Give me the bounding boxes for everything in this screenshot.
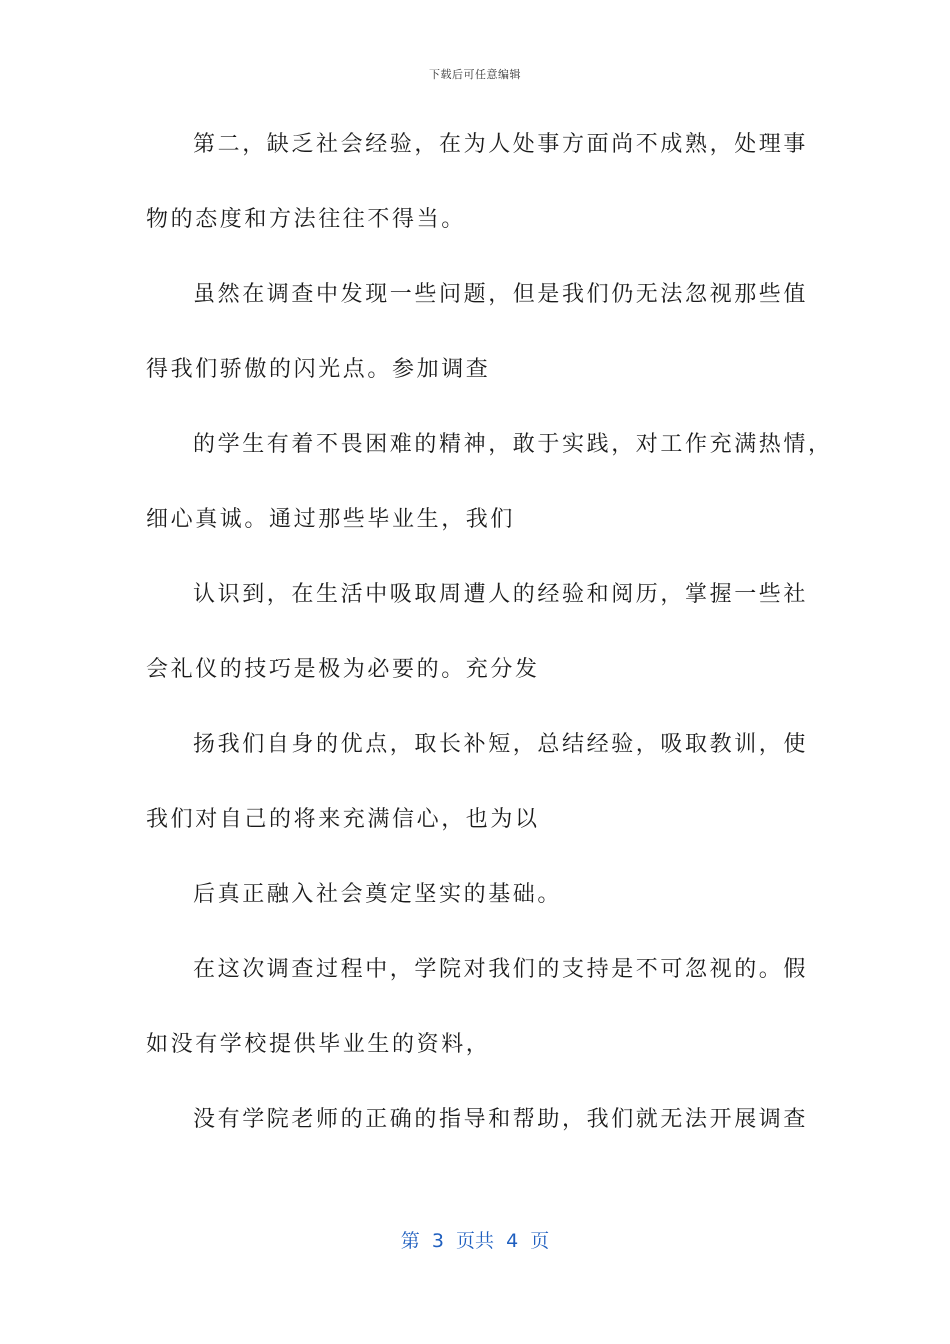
paragraph-line: 会礼仪的技巧是极为必要的。充分发 <box>146 657 540 682</box>
paragraph-line: 认识到，在生活中吸取周遭人的经验和阅历，掌握一些社 <box>193 582 809 607</box>
paragraph-line: 扬我们自身的优点，取长补短，总结经验，吸取教训，使 <box>193 732 809 757</box>
paragraph-line: 我们对自己的将来充满信心，也为以 <box>146 807 540 832</box>
paragraph-line: 在这次调查过程中，学院对我们的支持是不可忽视的。假 <box>193 957 809 982</box>
paragraph-line: 的学生有着不畏困难的精神，敢于实践，对工作充满热情， <box>193 432 833 457</box>
page-header: 下载后可任意编辑 <box>429 68 521 81</box>
paragraph-line: 物的态度和方法往往不得当。 <box>146 207 466 232</box>
paragraph-line: 虽然在调查中发现一些问题，但是我们仍无法忽视那些值 <box>193 282 809 307</box>
paragraph-line: 第二，缺乏社会经验，在为人处事方面尚不成熟，处理事 <box>193 132 809 157</box>
paragraph-line: 没有学院老师的正确的指导和帮助，我们就无法开展调查 <box>193 1107 809 1132</box>
paragraph-line: 如没有学校提供毕业生的资料， <box>146 1032 491 1057</box>
paragraph-line: 后真正融入社会奠定坚实的基础。 <box>193 882 563 907</box>
paragraph-line: 细心真诚。通过那些毕业生，我们 <box>146 507 516 532</box>
paragraph-line: 得我们骄傲的闪光点。参加调查 <box>146 357 491 382</box>
page-number-footer: 第 3 页共 4 页 <box>400 1230 550 1252</box>
